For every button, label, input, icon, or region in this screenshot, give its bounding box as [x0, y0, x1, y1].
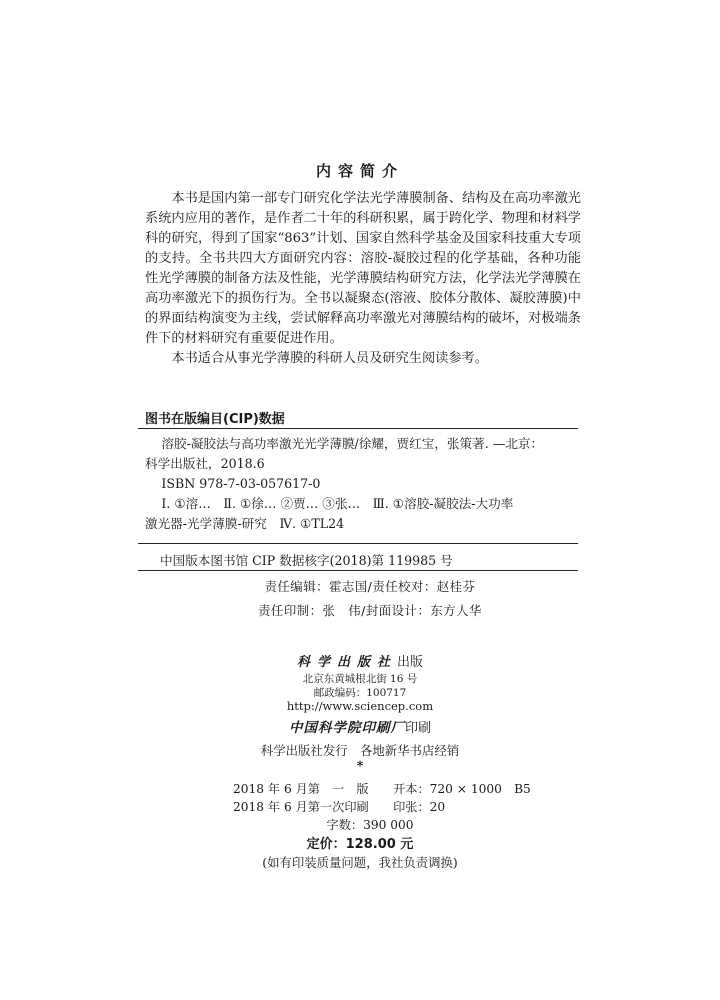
cip-publisher-line: 科学出版社，2018.6 — [145, 456, 265, 471]
staff-editors: 责任编辑：霍志国/责任校对：赵桂芬 — [264, 579, 476, 594]
word-count: 字数：390 000 — [326, 818, 414, 832]
publisher-address: 北京东黄城根北街 16 号 — [302, 673, 418, 685]
summary-paragraph-2: 本书适合从事光学薄膜的科研人员及研究生阅读参考。 — [171, 351, 488, 366]
publisher-logo: 科学出版社 — [296, 655, 397, 670]
cip-classification-2: 激光器-光学薄膜-研究 Ⅳ. ①TL24 — [145, 516, 345, 531]
cip-classification-1: Ⅰ. ①溶… Ⅱ. ①徐… ②贾… ③张… Ⅲ. ①溶胶-凝胶法-大功率 — [161, 496, 514, 511]
printer-logo: 中国科学院印刷厂 — [288, 720, 405, 736]
printer-line — [0, 716, 720, 736]
publisher-zip: 邮政编码：100717 — [313, 687, 407, 699]
publisher-url: http://www.sciencep.com — [286, 699, 434, 713]
quality-note: (如有印装质量问题，我社负责调换) — [262, 855, 458, 870]
price: 定价：128.00 元 — [306, 837, 414, 852]
distribution-line: 科学出版社发行 各地新华书店经销 — [260, 743, 460, 758]
summary-text — [145, 189, 581, 369]
summary-paragraph-1: 本书是国内第一部专门研究化学法光学薄膜制备、结构及在高功率激光系统内应用的著作，是作者二十年的科研积累，属于跨化学、物理和材料学科的研究，得到了国家“863”计划、国家自然科学基金及国家科技重大专项的支持。全书共四大方面研究内容：溶胶-凝胶过程的化学基础，各种功能性光学薄膜的制备方法及性能，光学薄膜结构研究方法，化学法光学薄膜在高功率激光下的损伤行为。全书以凝聚态(溶液、胶体分散体、凝胶薄膜)中的界面结构演变为主线，尝试解释高功率激光对薄膜结构的破坏，对极端条件下的材料研究有重要促进作用。 — [145, 191, 581, 346]
cip-isbn: ISBN 978-7-03-057617-0 — [161, 476, 321, 491]
staff-production: 责任印制：张 伟/封面设计：东方人华 — [258, 603, 482, 618]
cip-record — [145, 434, 575, 534]
separator-star: * — [356, 759, 364, 774]
publisher-line — [0, 651, 720, 670]
cip-bottom-rule — [138, 570, 578, 571]
edition-line: 2018 年 6 月第 一 版 开本：720 × 1000 B5 — [233, 782, 531, 796]
summary-title: 内容简介 — [315, 162, 404, 180]
cip-record-number: 中国版本图书馆 CIP 数据核字(2018)第 119985 号 — [160, 553, 453, 568]
cip-middle-rule — [138, 543, 578, 544]
cip-heading: 图书在版编目(CIP)数据 — [145, 412, 285, 427]
publisher-suffix: 出版 — [397, 655, 424, 670]
printer-suffix: 印刷 — [404, 721, 431, 736]
cip-title-line: 溶胶-凝胶法与高功率激光光学薄膜/徐耀，贾红宝，张策著. —北京： — [161, 436, 544, 451]
printing-line: 2018 年 6 月第一次印刷 印张：20 — [233, 800, 446, 814]
cip-top-rule — [138, 428, 578, 429]
